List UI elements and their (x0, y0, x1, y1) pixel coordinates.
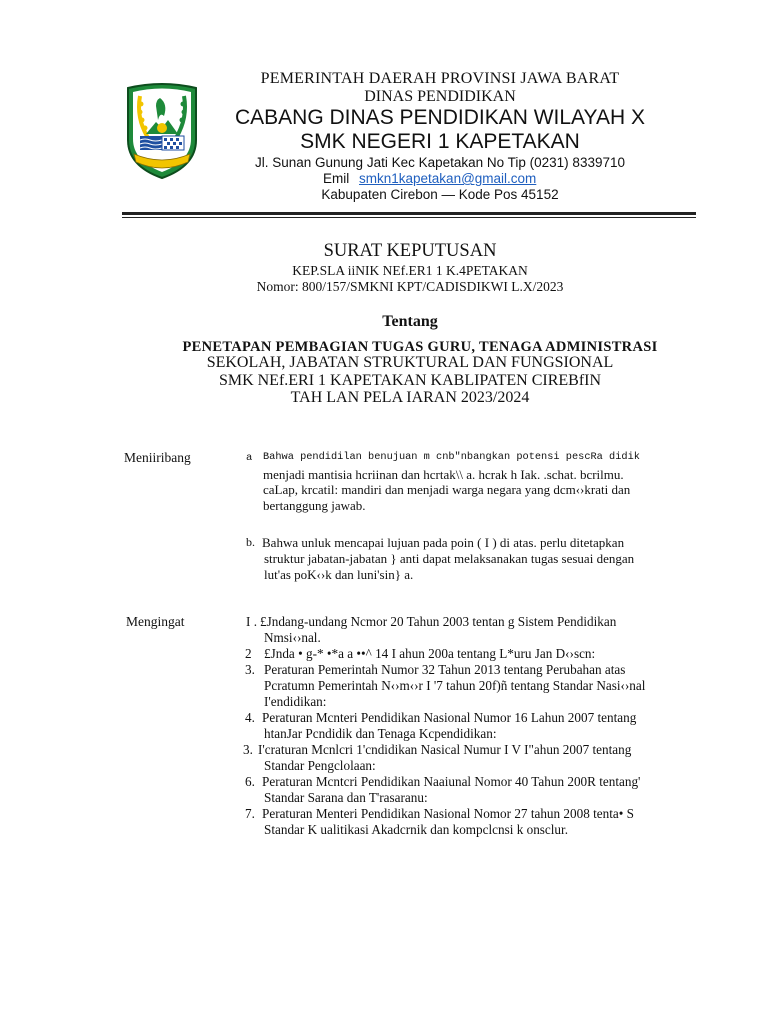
law-item-number: 6. (245, 774, 255, 789)
subject-line-4: TAH LAN PELA IARAN 2023/2024 (290, 389, 530, 406)
header-address: Jl. Sunan Gunung Jati Kec Kapetakan No Tip (0231) 8339710 (254, 155, 625, 170)
law-item-text: Peraturan Pemerintah Numor 32 Tahun 2013 tentang Perubahan atas (264, 662, 626, 677)
decree-code: KEP.SLA iiNIK NEf.ER1 1 K.4PETAKAN (292, 263, 528, 278)
law-item-text: Peraturan Menteri Pendidikan Nasional Nomor 27 tahun 2008 tenta• S (262, 806, 634, 821)
considering-item-a-marker: a (246, 452, 253, 464)
law-item-text: Standar Sarana dan T'rasaranu: (264, 790, 428, 805)
law-item-text: £Jndang-undang Ncmor 20 Tahun 2003 tentan g Sistem Pendidikan (260, 614, 617, 629)
considering-item-b-marker: b. (246, 535, 255, 549)
header-school-name: SMK NEGERI 1 KAPETAKAN (300, 130, 580, 153)
law-item-text: I'endidikan: (264, 694, 327, 709)
header-branch-line: CABANG DINAS PENDIDIKAN WILAYAH X (235, 106, 645, 129)
decree-number: Nomor: 800/157/SMKNI KPT/CADISDIKWI L.X/2023 (256, 279, 564, 294)
law-item-number: 4. (245, 710, 255, 725)
law-item-text: Peraturan Mcnteri Pendidikan Nasional Numor 16 Lahun 2007 tentang (262, 710, 637, 725)
considering-item-a-line-1: Bahwa pendidilan benujuan m cnb"nbangkan potensi pescRa didik (263, 451, 640, 463)
law-item-text: I'craturan Mcnlcri 1'cndidikan Nasical Numur I V I"ahun 2007 tentang (258, 742, 632, 757)
law-item-text: Peraturan Mcntcri Pendidikan Naaiunal Nomor 40 Tahun 200R tentang' (262, 774, 641, 789)
law-item-text: Pcratumn Pemerintah N‹›m‹›r I '7 tahun 20f)ñ tentang Standar Nasi‹›nal (264, 678, 646, 693)
header-city-postcode: Kabupaten Cirebon — Kode Pos 45152 (321, 187, 559, 202)
law-item-text: Nmsi‹›nal. (264, 630, 321, 645)
email-link[interactable]: smkn1kapetakan@gmail.com (359, 171, 537, 186)
considering-item-a-line-2: menjadi mantisia hcriinan dan hcrtak\\ a. hcrak h Iak. .schat. bcrilmu. (263, 467, 624, 482)
letterhead-divider-thin (122, 217, 696, 218)
considering-label: Meniiribang (124, 450, 191, 465)
considering-item-a-line-4: bertanggung jawab. (263, 498, 366, 513)
letterhead-divider-thick (122, 212, 696, 215)
law-item-number: 7. (245, 806, 255, 821)
law-item-number: I . (246, 614, 257, 629)
about-heading: Tentang (382, 313, 438, 330)
subject-line-2: SEKOLAH, JABATAN STRUKTURAL DAN FUNGSIONAL (206, 354, 614, 371)
considering-item-b-line-2: struktur jabatan-jabatan } anti dapat melaksanakan tugas sesuai dengan (264, 551, 635, 566)
law-item-number: 3. (243, 742, 253, 757)
law-item-text: £Jnda • g-* •*a a ••^ 14 I ahun 200a tentang L*uru Jan D‹›scn: (264, 646, 596, 661)
considering-item-b-line-1: Bahwa unluk mencapai lujuan pada poin ( I ) di atas. perlu ditetapkan (262, 535, 625, 550)
header-email-row (323, 171, 536, 186)
remembering-label: Mengingat (126, 614, 185, 629)
subject-line-3: SMK NEf.ERI 1 KAPETAKAN KABLIPATEN CIREBfIN (218, 372, 602, 389)
law-item-number: 2 (245, 646, 252, 661)
document-title: SURAT KEPUTUSAN (323, 241, 497, 261)
email-label: Emil (323, 171, 350, 186)
law-item-text: htanJar Pcndidik dan Tenaga Kcpendidikan: (264, 726, 497, 741)
considering-item-b-line-3: lut'as poK‹›k dan luni'sin} a. (264, 567, 414, 582)
subject-line-1: PENETAPAN PEMBAGIAN TUGAS GURU, TENAGA ADMINISTRASI (182, 339, 658, 355)
considering-item-a-line-3: caLap, krcatil: mandiri dan menjadi warga negara yang dcm‹›krati dan (263, 482, 631, 497)
header-government-line: PEMERINTAH DAERAH PROVINSI JAWA BARAT (260, 70, 620, 87)
law-item-text: Standar Pengclolaan: (264, 758, 376, 773)
law-item-text: Standar K ualitikasi Akadcrnik dan kompclcnsi k onsclur. (264, 822, 568, 837)
header-department-line: DINAS PENDIDIKAN (364, 88, 516, 105)
law-item-number: 3. (245, 662, 255, 677)
